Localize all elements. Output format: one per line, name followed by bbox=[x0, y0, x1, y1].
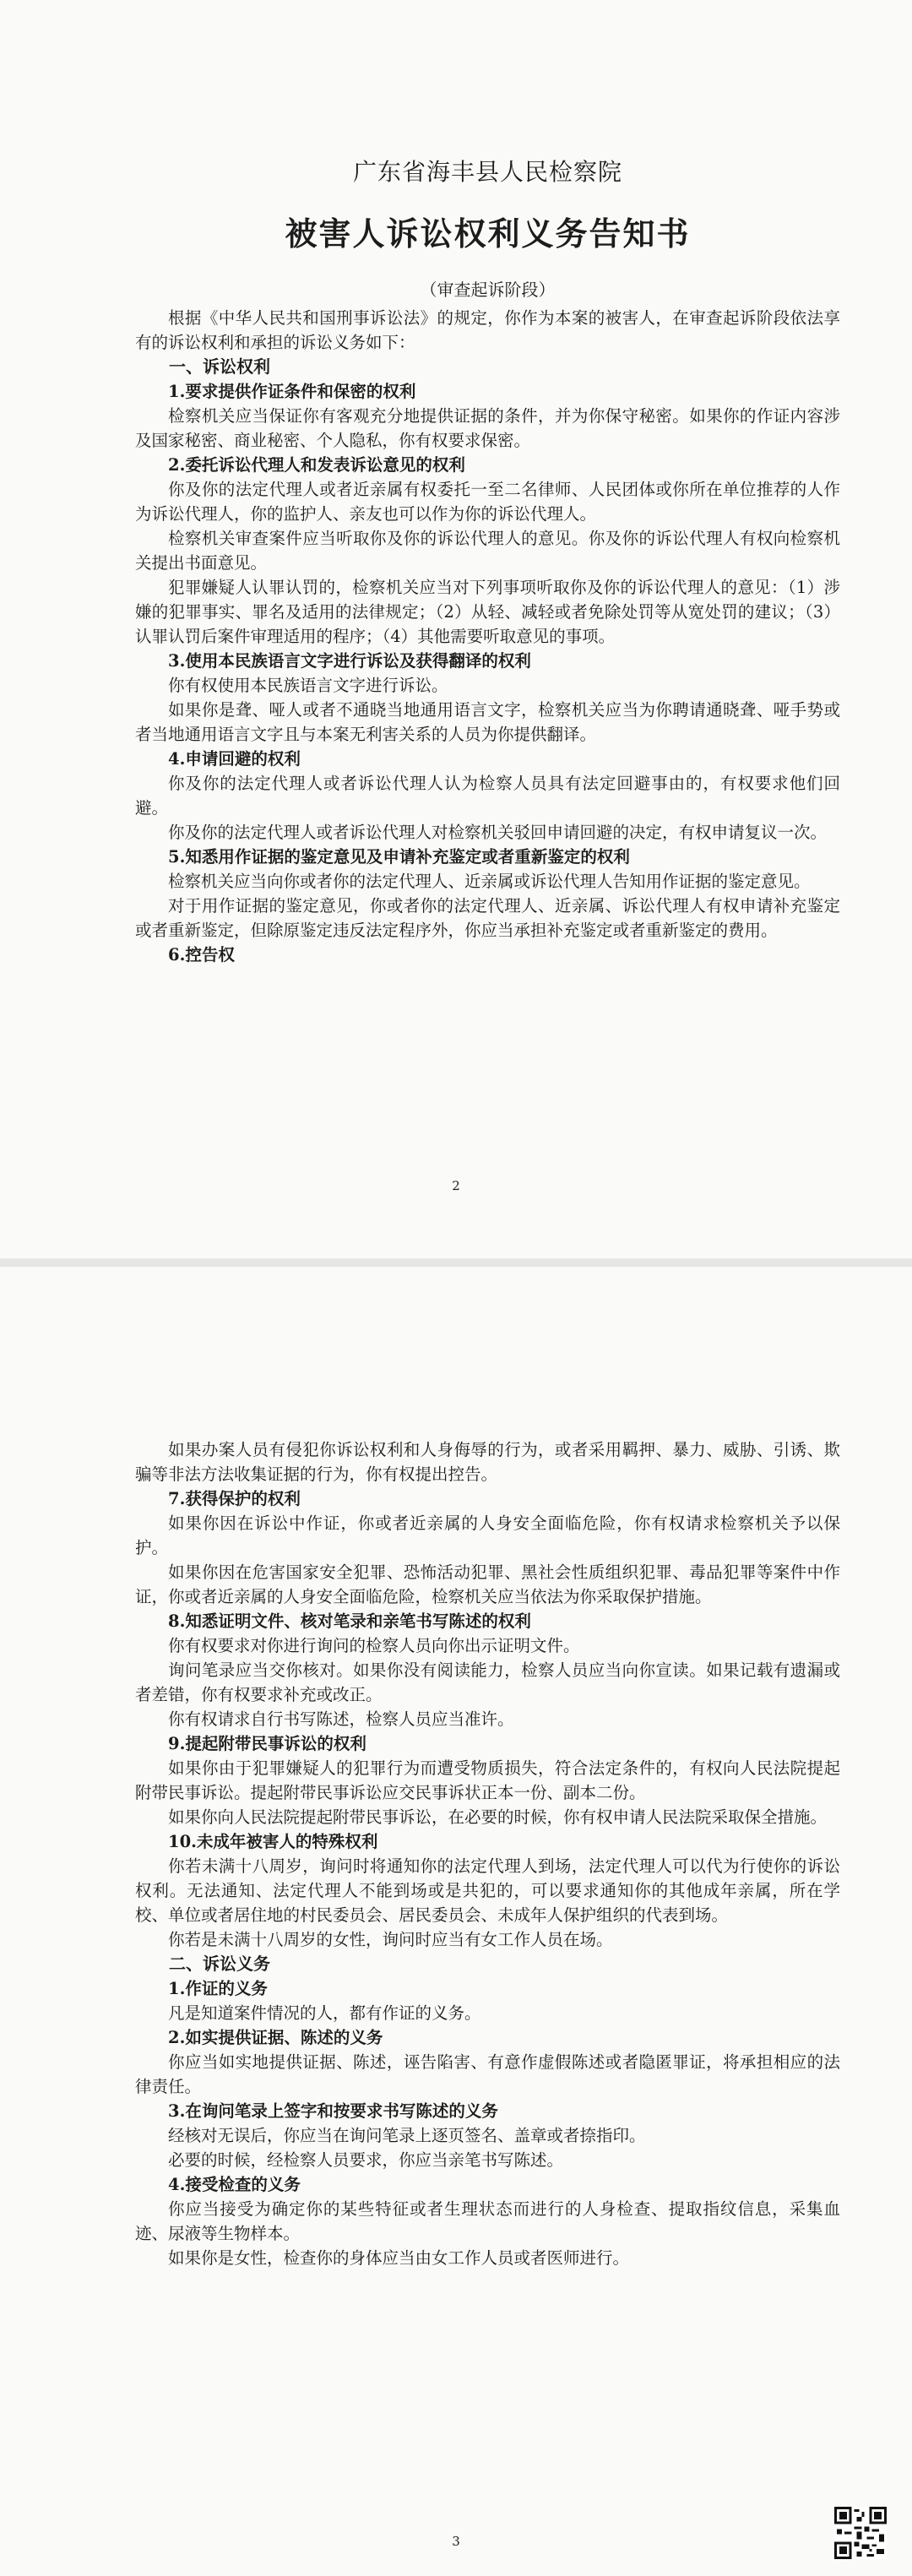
subsection-heading: 1.要求提供作证条件和保密的权利 bbox=[168, 382, 416, 401]
body-text bbox=[135, 1437, 840, 2270]
paragraph: 你有权请求自行书写陈述，检察人员应当准许。 bbox=[168, 1709, 514, 1729]
paragraph: 你及你的法定代理人或者诉讼代理人对检察机关驳回申请回避的决定，有权申请复议一次。 bbox=[168, 823, 828, 842]
paragraph: 你应当如实地提供证据、陈述，诬告陷害、有意作虚假陈述或者隐匿罪证，将承担相应的法律责任。 bbox=[135, 2052, 840, 2096]
paragraph: 如果你由于犯罪嫌疑人的犯罪行为而遭受物质损失，符合法定条件的，有权向人民法院提起附带民事诉讼。提起附带民事诉讼应交民事诉状正本一份、副本二份。 bbox=[135, 1758, 840, 1802]
paragraph: 对于用作证据的鉴定意见，你或者你的法定代理人、近亲属、诉讼代理人有权申请补充鉴定或者重新鉴定，但除原鉴定违反法定程序外，你应当承担补充鉴定或者重新鉴定的费用。 bbox=[135, 896, 840, 940]
subsection-heading: 2.委托诉讼代理人和发表诉讼意见的权利 bbox=[168, 455, 465, 475]
document-title: 被害人诉讼权利义务告知书 bbox=[285, 215, 691, 253]
paragraph: 检察机关应当保证你有客观充分地提供证据的条件，并为你保守秘密。如果你的作证内容涉及国家秘密、商业秘密、个人隐私，你有权要求保密。 bbox=[135, 406, 840, 450]
document-page-3 bbox=[0, 1267, 912, 2576]
paragraph: 如果你是聋、哑人或者不通晓当地通用语言文字，检察机关应当为你聘请通晓聋、哑手势或者当地通用语言文字且与本案无利害关系的人员为你提供翻译。 bbox=[135, 700, 840, 744]
issuing-organization: 广东省海丰县人民检察院 bbox=[352, 158, 622, 186]
subsection-heading: 5.知悉用作证据的鉴定意见及申请补充鉴定或者重新鉴定的权利 bbox=[168, 847, 630, 867]
paragraph: 你若未满十八周岁，询问时将通知你的法定代理人到场，法定代理人可以代为行使你的诉讼权利。无法通知、法定代理人不能到场或是共犯的，可以要求通知你的其他成年亲属，所在学校、单位或者居住地的村民委员会、居民委员会、未成年人保护组织的代表到场。 bbox=[135, 1856, 840, 1925]
paragraph: 如果你是女性，检查你的身体应当由女工作人员或者医师进行。 bbox=[168, 2248, 630, 2268]
subsection-heading: 6.控告权 bbox=[168, 945, 235, 965]
paragraph: 必要的时候，经检察人员要求，你应当亲笔书写陈述。 bbox=[168, 2150, 564, 2170]
page-content bbox=[135, 154, 840, 967]
subsection-heading: 4.接受检查的义务 bbox=[168, 2175, 301, 2194]
page-number: 2 bbox=[452, 1178, 460, 1193]
paragraph: 如果你因在危害国家安全犯罪、恐怖活动犯罪、黑社会性质组织犯罪、毒品犯罪等案件中作证，你或者近亲属的人身安全面临危险，检察机关应当依法为你采取保护措施。 bbox=[135, 1562, 840, 1606]
paragraph: 如果办案人员有侵犯你诉讼权利和人身侮辱的行为，或者采用羁押、暴力、威胁、引诱、欺骗等非法方法收集证据的行为，你有权提出控告。 bbox=[135, 1440, 840, 1484]
paragraph: 你应当接受为确定你的某些特征或者生理状态而进行的人身检查、提取指纹信息，采集血迹、尿液等生物样本。 bbox=[135, 2199, 840, 2243]
paragraph: 犯罪嫌疑人认罪认罚的，检察机关应当对下列事项听取你及你的诉讼代理人的意见：（1）涉嫌的犯罪事实、罪名及适用的法律规定；（2）从轻、减轻或者免除处罚等从宽处罚的建议；（3）认罪认罚后案件审理适用的程序；（4）其他需要听取意见的事项。 bbox=[135, 578, 840, 646]
document-page-2 bbox=[0, 0, 912, 1267]
paragraph: 凡是知道案件情况的人，都有作证的义务。 bbox=[168, 2003, 481, 2023]
subsection-heading: 3.在询问笔录上签字和按要求书写陈述的义务 bbox=[168, 2101, 498, 2121]
paragraph: 你若是未满十八周岁的女性，询问时应当有女工作人员在场。 bbox=[168, 1930, 613, 1949]
section-heading: 一、诉讼权利 bbox=[169, 356, 270, 377]
paragraph: 经核对无误后，你应当在询问笔录上逐页签名、盖章或者捺指印。 bbox=[168, 2126, 646, 2145]
page-content bbox=[135, 1437, 840, 2270]
paragraph: 根据《中华人民共和国刑事诉讼法》的规定，你作为本案的被害人，在审查起诉阶段依法享有的诉讼权利和承担的诉讼义务如下： bbox=[135, 308, 840, 352]
subsection-heading: 9.提起附带民事诉讼的权利 bbox=[168, 1734, 366, 1753]
paragraph: 你及你的法定代理人或者近亲属有权委托一至二名律师、人民团体或你所在单位推荐的人作为诉讼代理人，你的监护人、亲友也可以作为你的诉讼代理人。 bbox=[135, 480, 840, 524]
paragraph: 如果你因在诉讼中作证，你或者近亲属的人身安全面临危险，你有权请求检察机关予以保护。 bbox=[135, 1514, 840, 1557]
page-number: 3 bbox=[452, 2534, 460, 2549]
paragraph: 检察机关应当向你或者你的法定代理人、近亲属或诉讼代理人告知用作证据的鉴定意见。 bbox=[168, 872, 811, 891]
paragraph: 检察机关审查案件应当听取你及你的诉讼代理人的意见。你及你的诉讼代理人有权向检察机关提出书面意见。 bbox=[135, 529, 840, 573]
qr-code-icon bbox=[834, 2507, 887, 2559]
subsection-heading: 2.如实提供证据、陈述的义务 bbox=[168, 2028, 383, 2047]
paragraph: 你有权使用本民族语言文字进行诉讼。 bbox=[168, 676, 448, 695]
subsection-heading: 1.作证的义务 bbox=[168, 1979, 268, 1998]
paragraph: 询问笔录应当交你核对。如果你没有阅读能力，检察人员应当向你宣读。如果记载有遗漏或者差错，你有权要求补充或改正。 bbox=[135, 1660, 840, 1704]
subsection-heading: 3.使用本民族语言文字进行诉讼及获得翻译的权利 bbox=[168, 651, 531, 671]
paragraph: 你有权要求对你进行询问的检察人员向你出示证明文件。 bbox=[168, 1636, 580, 1655]
section-heading: 二、诉讼义务 bbox=[169, 1954, 270, 1974]
subsection-heading: 7.获得保护的权利 bbox=[168, 1489, 301, 1508]
subsection-heading: 4.申请回避的权利 bbox=[168, 749, 301, 769]
paragraph: 如果你向人民法院提起附带民事诉讼，在必要的时候，你有权申请人民法院采取保全措施。 bbox=[168, 1807, 828, 1827]
subsection-heading: 10.未成年被害人的特殊权利 bbox=[168, 1832, 378, 1851]
paragraph: 你及你的法定代理人或者诉讼代理人认为检察人员具有法定回避事由的，有权要求他们回避。 bbox=[135, 774, 840, 818]
subsection-heading: 8.知悉证明文件、核对笔录和亲笔书写陈述的权利 bbox=[168, 1611, 531, 1631]
procedure-stage: （审查起诉阶段） bbox=[420, 280, 556, 300]
body-text bbox=[135, 306, 840, 967]
